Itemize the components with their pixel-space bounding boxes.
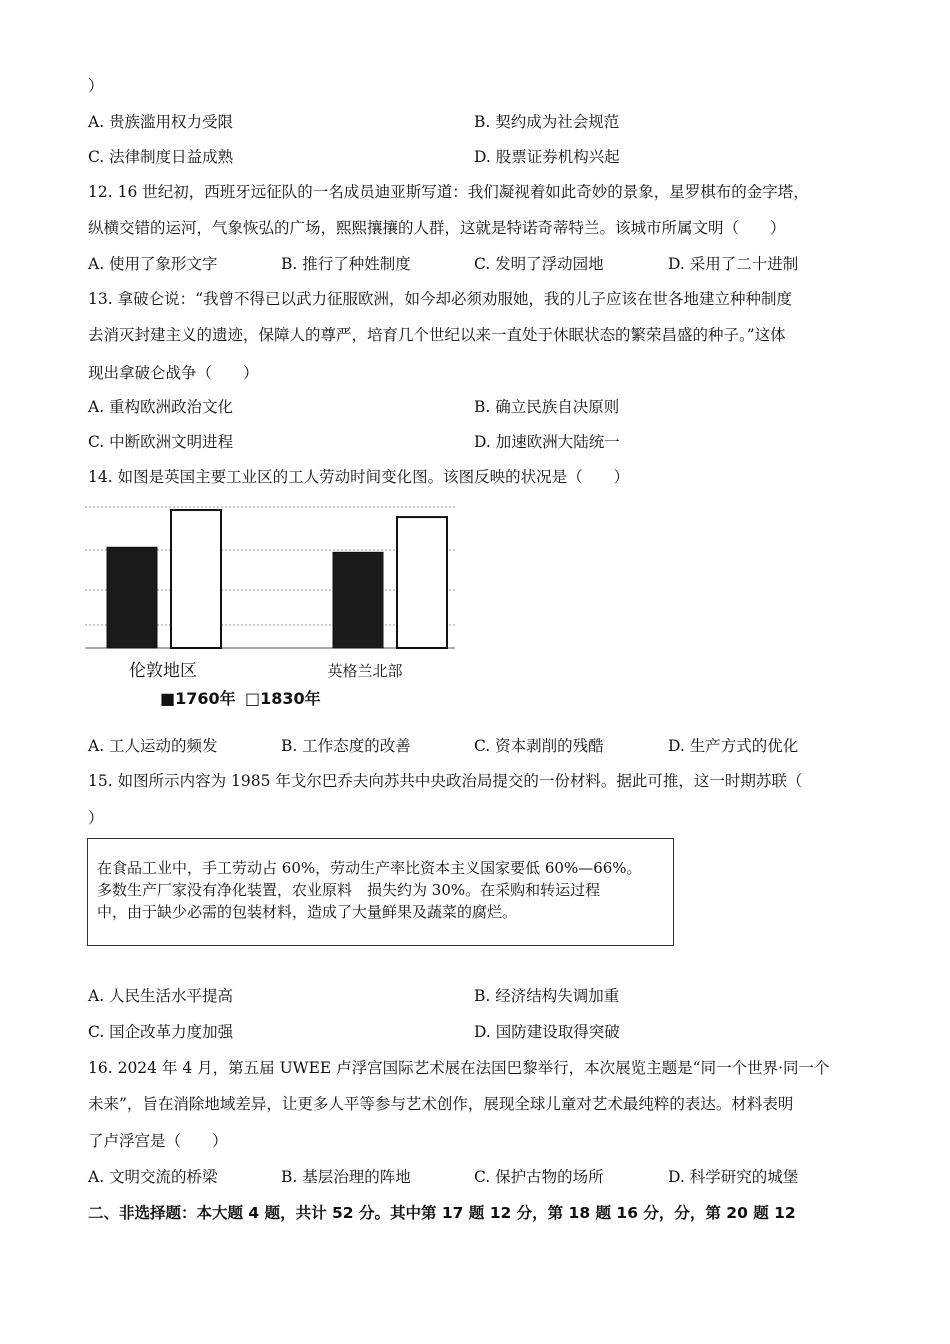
bar-1760-1 — [333, 552, 383, 648]
q12-stem-line1: 12. 16 世纪初，西班牙远征队的一名成员迪亚斯写道：我们凝视着如此奇妙的景象，星罗棋布的金字塔， — [88, 183, 809, 201]
q14-stem: 14. 如图是英国主要工业区的工人劳动时间变化图。该图反映的状况是（ ） — [88, 468, 630, 486]
q13-option-b[interactable]: B. 确立民族自决原则 — [474, 398, 620, 416]
q16-stem-line3: 了卢浮宫是（ ） — [88, 1132, 228, 1150]
q16-stem-line2: 未来”，旨在消除地域差异，让更多人平等参与艺术创作，展现全球儿童对艺术最纯粹的表达。材料表明 — [88, 1095, 794, 1113]
bar-1830-1 — [397, 517, 447, 648]
q13-stem-line2: 去消灭封建主义的遗迹，保障人的尊严，培育几个世纪以来一直处于休眠状态的繁荣昌盛的种子。”这体 — [88, 326, 786, 344]
bar-1830-0 — [171, 510, 221, 648]
q14-option-d[interactable]: D. 生产方式的优化 — [668, 737, 799, 755]
q15-option-c[interactable]: C. 国企改革力度加强 — [88, 1023, 234, 1041]
q13-stem-line3: 现出拿破仑战争（ ） — [88, 364, 259, 382]
q13-option-d[interactable]: D. 加速欧洲大陆统一 — [474, 433, 620, 451]
q11-option-c[interactable]: C. 法律制度日益成熟 — [88, 148, 234, 166]
legend-1760: ■1760年 — [160, 689, 236, 708]
q15-option-a[interactable]: A. 人民生活水平提高 — [88, 987, 234, 1005]
q16-option-d[interactable]: D. 科学研究的城堡 — [668, 1168, 799, 1186]
q16-option-c[interactable]: C. 保护古物的场所 — [474, 1168, 604, 1186]
q14-option-a[interactable]: A. 工人运动的频发 — [88, 737, 218, 755]
legend-1830: □1830年 — [245, 689, 321, 708]
material-line: 中，由于缺少必需的包装材料，造成了大量鲜果及蔬菜的腐烂。 — [97, 903, 518, 921]
q13-stem-line1: 13. 拿破仑说：“我曾不得已以武力征服欧洲，如今却必须劝服她，我的儿子应该在世各地建立种种制度 — [88, 290, 793, 308]
section2-heading: 二、非选择题：本大题 4 题，共计 52 分。其中第 17 题 12 分，第 18 题 16 分，分，第 20 题 12 — [88, 1204, 796, 1222]
category-label: 伦敦地区 — [129, 661, 197, 681]
q14-option-c[interactable]: C. 资本剥削的残酷 — [474, 737, 604, 755]
q12-option-b[interactable]: B. 推行了种姓制度 — [281, 255, 411, 273]
q12-option-c[interactable]: C. 发明了浮动园地 — [474, 255, 604, 273]
q14-option-b[interactable]: B. 工作态度的改善 — [281, 737, 411, 755]
q16-option-a[interactable]: A. 文明交流的桥梁 — [88, 1168, 218, 1186]
q11-option-d[interactable]: D. 股票证券机构兴起 — [474, 148, 620, 166]
q12-stem-line2: 纵横交错的运河，气象恢弘的广场，熙熙攘攘的人群，这就是特诺奇蒂特兰。该城市所属文明（ ） — [88, 219, 786, 237]
material-line: 在食品工业中，手工劳动占 60%，劳动生产率比资本主义国家要低 60%—66%。 — [97, 859, 642, 877]
material-line: 多数生产厂家没有净化装置，农业原料 损失约为 30%。在采购和转运过程 — [97, 881, 601, 899]
q15-option-d[interactable]: D. 国防建设取得突破 — [474, 1023, 620, 1041]
q16-stem-line1: 16. 2024 年 4 月，第五届 UWEE 卢浮宫国际艺术展在法国巴黎举行，本次展览主题是“同一个世界·同一个 — [88, 1059, 830, 1077]
q12-option-a[interactable]: A. 使用了象形文字 — [88, 255, 218, 273]
bar-1760-0 — [107, 547, 157, 648]
q11-option-a[interactable]: A. 贵族滥用权力受限 — [88, 113, 234, 131]
q13-option-a[interactable]: A. 重构欧洲政治文化 — [88, 398, 234, 416]
q15-option-b[interactable]: B. 经济结构失调加重 — [474, 987, 620, 1005]
q15-stem-line2: ） — [88, 809, 104, 827]
q11-option-b[interactable]: B. 契约成为社会规范 — [474, 113, 620, 131]
category-label: 英格兰北部 — [327, 662, 403, 680]
q16-option-b[interactable]: B. 基层治理的阵地 — [281, 1168, 411, 1186]
q15-stem-line1: 15. 如图所示内容为 1985 年戈尔巴乔夫向苏共中央政治局提交的一份材料。据此可推，这一时期苏联（ — [88, 772, 803, 790]
q15-material-box — [87, 838, 674, 946]
q13-option-c[interactable]: C. 中断欧洲文明进程 — [88, 433, 234, 451]
labor-hours-bar-chart — [85, 505, 465, 720]
q12-option-d[interactable]: D. 采用了二十进制 — [668, 255, 799, 273]
q11-tail: ） — [88, 77, 104, 95]
